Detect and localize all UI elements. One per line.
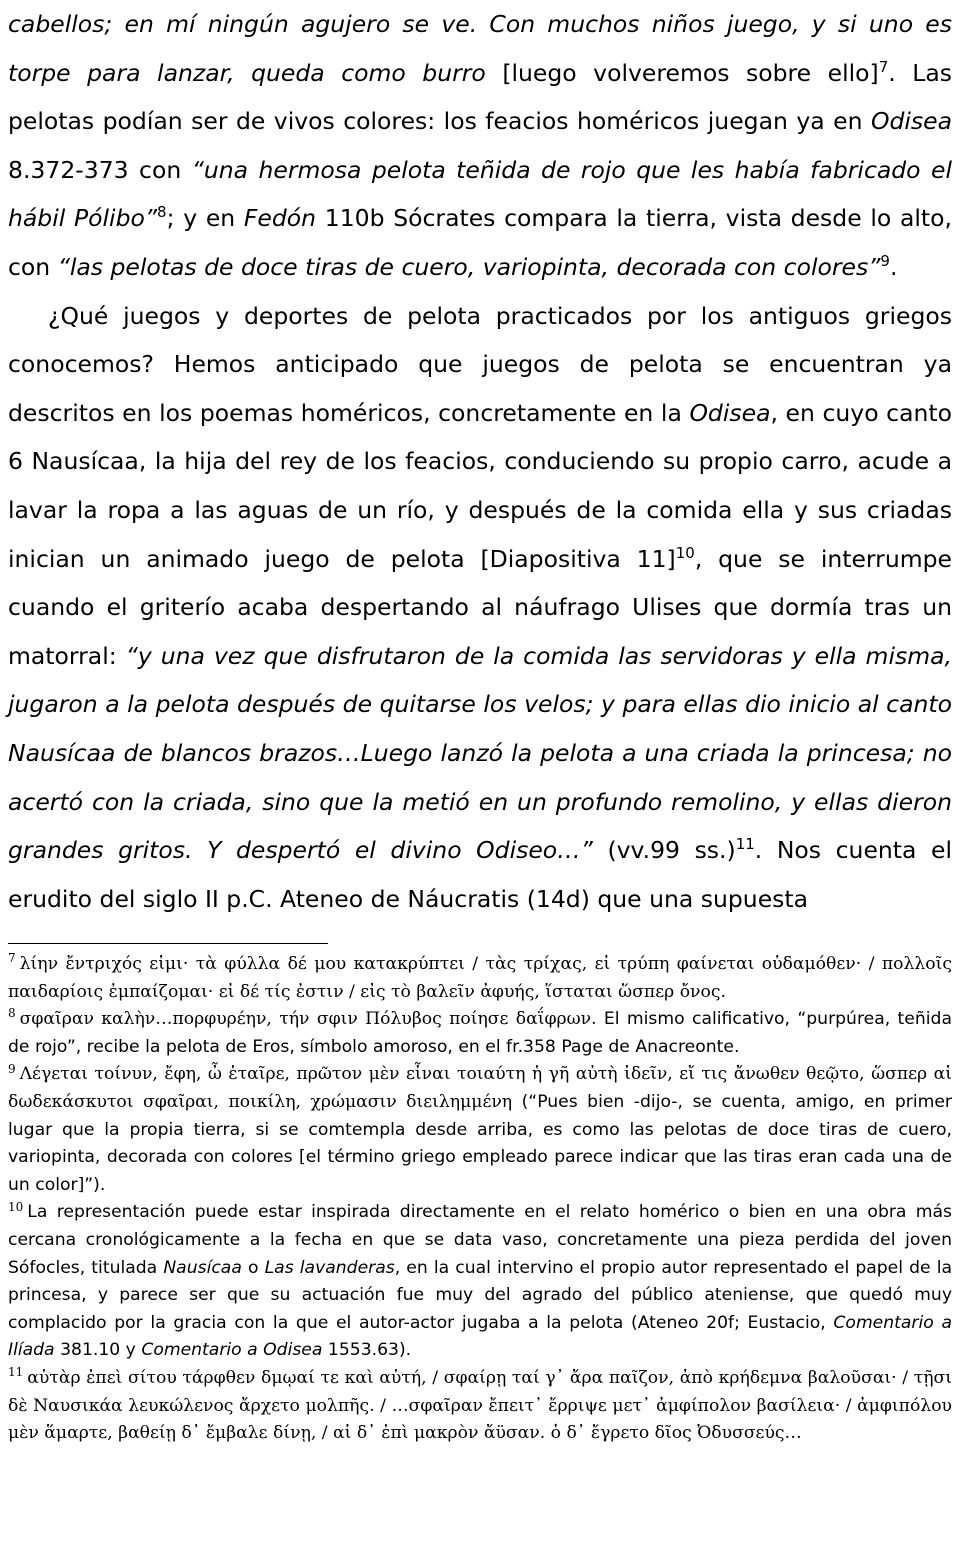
text-span: [luego volveremos sobre ello]: [502, 58, 879, 87]
footnote-9: [8, 1061, 952, 1199]
footnote-title: Comentario a Odisea: [141, 1340, 323, 1361]
footnotes: [8, 951, 952, 1448]
text-span: .: [889, 252, 898, 281]
footnote-7: [8, 951, 952, 1006]
footnote-number: 7: [8, 951, 16, 966]
footnote-ref-11[interactable]: 11: [735, 835, 755, 854]
quote-span: “las pelotas de doce tiras de cuero, variopinta, decorada con colores”: [57, 252, 881, 281]
text-span: , en cuyo canto 6 Nausícaa, la hija del rey de los feacios, conduciendo su propio carro, acude a lavar la ropa a las aguas de un río, y después de la comida ella y sus criadas inician un animado juego de pelota [Diapositiva 11]: [8, 398, 952, 573]
text-span: 110b Sócrates compara la tierra, vista desde lo alto, con: [8, 204, 952, 281]
quote-span: “y una vez que disfrutaron de la comida las servidoras y ella misma, jugaron a la pelota después de quitarse los velos; y para ellas dio inicio al canto Nausícaa de blancos brazos…Luego lanzó la pelota a una criada la princesa; no acertó con la criada, sino que la metió en un profundo remolino, y ellas dieron grandes gritos. Y despertó el divino Odiseo…”: [8, 641, 952, 865]
document-page: [8, 0, 953, 1444]
footnote-number: 8: [8, 1006, 16, 1021]
footnote-title: Nausícaa: [163, 1257, 242, 1278]
footnote-text: El mismo calificativo, “purpúrea, teñida de rojo”, recibe la pelota de Eros, símbolo amoroso, en el fr.358 Page de Anacreonte.: [8, 1009, 952, 1057]
footnote-title: Comentario a Ilíada: [8, 1312, 952, 1361]
footnote-8: [8, 1006, 952, 1061]
footnote-number: 10: [8, 1199, 24, 1214]
text-span: . Las pelotas podían ser de vivos colores: los feacios homéricos juegan ya en: [8, 58, 952, 136]
footnote-text: 381.10 y: [60, 1340, 136, 1361]
footnote-ref-8[interactable]: 8: [157, 203, 167, 222]
footnote-11: [8, 1365, 952, 1448]
text-span: Odisea: [870, 107, 952, 136]
text-span: ; y en: [166, 204, 236, 233]
text-span: ¿Qué juegos y deportes de pelota practicados por los antiguos griegos conocemos? Hemos anticipado que juegos de pelota se encuentran ya descritos en los poemas homéricos, concretamente en la: [8, 301, 952, 427]
greek-text: λίην ἔντριχός εἰμι· τὰ φύλλα δέ μου κατακρύπτει / τὰς τρίχας, εἰ τρύπη φαίνεται οὐδαμόθεν· / πολλοῖς παιδαρίοις ἐμπαίζομαι· εἰ δέ τίς ἐστιν / εἰς τὸ βαλεῖν ἀφυής, ἵσταται ὥσπερ ὄνος.: [8, 954, 952, 1002]
footnote-title: Las lavanderas: [264, 1257, 395, 1278]
footnote-text: 1553.63).: [327, 1340, 412, 1361]
footnote-number: 9: [8, 1061, 16, 1076]
text-span: 8.372-373 con: [8, 155, 182, 184]
footnote-text: , en la cual intervino el propio autor representado el papel de la princesa, y parece ser que su actuación fue muy del agrado del público ateniense, que quedó muy complacido por la gracia con la que el autor-actor jugaba a la pelota (Ateneo 20f; Eustacio,: [8, 1257, 953, 1333]
footnote-divider: [8, 943, 328, 944]
footnote-text: (“Pues bien -dijo-, se cuenta, amigo, en primer lugar que la propia tierra, si se comtempla desde arriba, es como las pelotas de doce tiras de cuero, variopinta, decorada con colores [el término griego empleado parece indicar que las tiras eran cada una de un color]”).: [8, 1091, 952, 1195]
main-text: [8, 0, 952, 923]
text-span: , que se interrumpe cuando el griterío acaba despertando al náufrago Ulises que dormía tras un matorral:: [8, 544, 952, 670]
footnote-text: o: [247, 1257, 259, 1278]
footnote-ref-9[interactable]: 9: [880, 252, 890, 271]
greek-text: σφαῖραν καλὴν…πορφυρέην, τήν σφιν Πόλυβος ποίησε δαΐφρων.: [19, 1009, 597, 1030]
footnote-text: La representación puede estar inspirada directamente en el relato homérico o bien en una obra más cercana cronológicamente a la fecha en que se data vaso, concretamente una pieza perdida del joven Sófocles, titulada: [8, 1202, 952, 1278]
text-span: (vv.99 ss.): [607, 836, 736, 865]
footnote-10: [8, 1199, 952, 1365]
greek-text: Λέγεται τοίνυν, ἔφη, ὦ ἑταῖρε, πρῶτον μὲν εἶναι τοιαύτη ἡ γῆ αὐτὴ ἰδεῖν, εἴ τις ἄνωθεν θεῷτο, ὥσπερ αἱ δωδεκάσκυτοι σφαῖραι, ποικίλη, χρώμασιν διειλημμένη: [8, 1064, 952, 1112]
paragraph-2: [8, 292, 952, 924]
text-span: . Nos cuenta el erudito del siglo II p.C. Ateneo de Náucratis (14d) que una supuesta: [8, 836, 952, 913]
text-span: Odisea: [689, 398, 771, 427]
footnote-ref-10[interactable]: 10: [675, 543, 695, 562]
text-span: cabellos; en mí ningún agujero se ve. Con muchos niños juego, y si uno es torpe para lanzar, queda como burro: [8, 10, 952, 87]
text-span: Fedón: [243, 204, 317, 233]
quote-span: “una hermosa pelota teñida de rojo que les había fabricado el hábil Pólibo”: [8, 155, 952, 233]
footnote-number: 11: [8, 1365, 24, 1380]
paragraph-1: [8, 0, 952, 292]
greek-text: αὐτὰρ ἐπεὶ σίτου τάρφθεν δμῳαί τε καὶ αὐτή, / σφαίρῃ ταί γ᾽ ἄρα παῖζον, ἀπὸ κρήδεμνα βαλοῦσαι· / τῇσι δὲ Ναυσικάα λευκώλενος ἄρχετο μολπῆς. / …σφαῖραν ἔπειτ᾽ ἔρριψε μετ᾽ ἀμφίπολον βασίλεια· / ἀμφιπόλου μὲν ἅμαρτε, βαθείῃ δ᾽ ἔμβαλε δίνῃ, / αἱ δ᾽ ἐπὶ μακρὸν ἄϋσαν. ὁ δ᾽ ἔγρετο δῖος Ὀδυσσεύς…: [8, 1367, 952, 1444]
footnote-ref-7[interactable]: 7: [878, 57, 889, 76]
